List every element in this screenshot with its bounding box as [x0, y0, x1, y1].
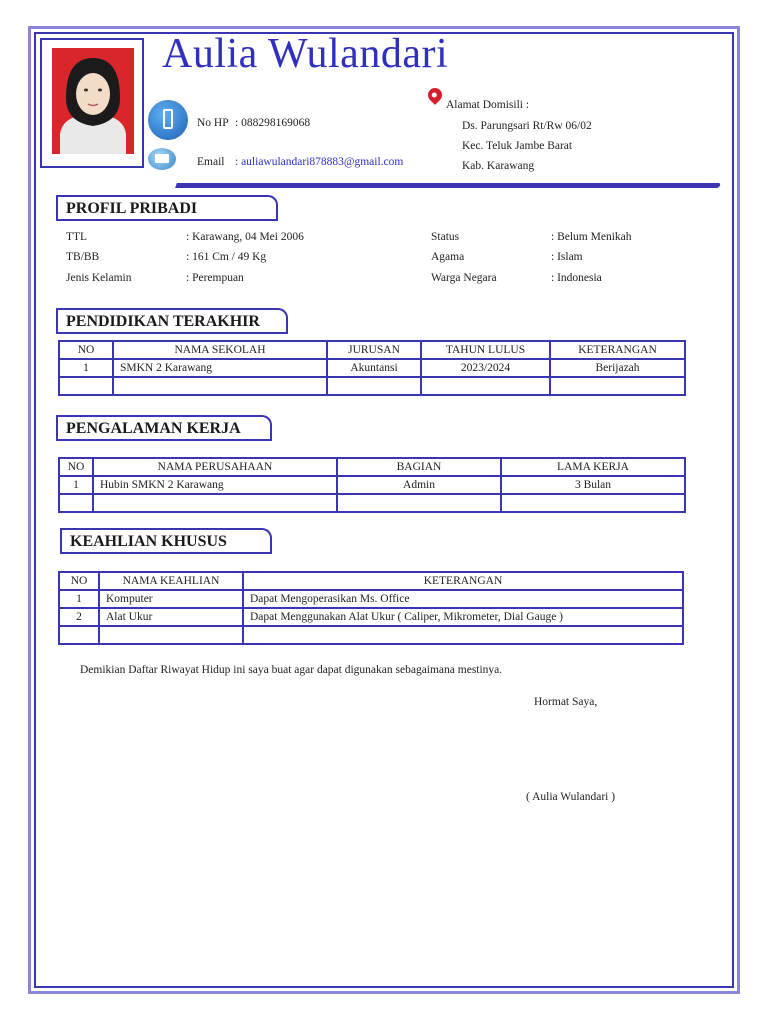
- email-label: Email: [197, 156, 225, 168]
- address-line-1: Ds. Parungsari Rt/Rw 06/02: [462, 120, 592, 132]
- header-divider: [175, 183, 721, 188]
- profil-label-tbbb: TB/BB: [66, 251, 100, 263]
- section-title-profil: PROFIL PRIBADI: [56, 195, 278, 221]
- profil-label-gender: Jenis Kelamin: [66, 272, 132, 284]
- profil-label-agama: Agama: [431, 251, 465, 263]
- section-title-pendidikan: PENDIDIKAN TERAKHIR: [56, 308, 288, 334]
- table-row: [59, 359, 685, 377]
- table-header-cell: NAMA KEAHLIAN: [99, 572, 243, 590]
- table-cell: Admin: [337, 476, 501, 494]
- table-header-cell: JURUSAN: [327, 341, 421, 359]
- table-row: [59, 608, 683, 626]
- table-header-cell: NO: [59, 458, 93, 476]
- address-line-2: Kec. Teluk Jambe Barat: [462, 140, 573, 152]
- profile-photo-frame: [40, 38, 144, 168]
- table-header-cell: LAMA KERJA: [501, 458, 685, 476]
- table-cell: 1: [59, 359, 113, 377]
- table-cell: Dapat Menggunakan Alat Ukur ( Caliper, Mikrometer, Dial Gauge ): [243, 608, 683, 626]
- table-header-cell: NO: [59, 572, 99, 590]
- address-label: Alamat Domisili :: [446, 99, 530, 111]
- skills-table: [58, 571, 684, 645]
- experience-table: [58, 457, 686, 513]
- profil-label-warga: Warga Negara: [431, 272, 497, 284]
- table-header-cell: NAMA SEKOLAH: [113, 341, 327, 359]
- phone-label: No HP: [197, 117, 229, 129]
- profil-value-tbbb: : 161 Cm / 49 Kg: [186, 251, 267, 263]
- profil-label-ttl: TTL: [66, 231, 88, 243]
- profil-value-agama: : Islam: [551, 251, 583, 263]
- profil-value-ttl: : Karawang, 04 Mei 2006: [186, 231, 304, 243]
- phone-value: : 088298169068: [235, 117, 311, 129]
- education-table: [58, 340, 686, 396]
- profil-value-warga: : Indonesia: [551, 272, 602, 284]
- table-cell: Alat Ukur: [99, 608, 243, 626]
- profil-label-status: Status: [431, 231, 460, 243]
- table-row: [59, 590, 683, 608]
- table-cell: 3 Bulan: [501, 476, 685, 494]
- closing-statement: Demikian Daftar Riwayat Hidup ini saya buat agar dapat digunakan sebagaimana mestinya.: [80, 664, 503, 676]
- table-row: [59, 476, 685, 494]
- table-cell: Dapat Mengoperasikan Ms. Office: [243, 590, 683, 608]
- phone-icon: [148, 100, 188, 140]
- table-cell: Hubin SMKN 2 Karawang: [93, 476, 337, 494]
- profile-photo: [52, 48, 134, 154]
- table-header-cell: NAMA PERUSAHAAN: [93, 458, 337, 476]
- table-cell: 1: [59, 476, 93, 494]
- closing-regards: Hormat Saya,: [534, 696, 598, 708]
- table-cell: 2023/2024: [421, 359, 550, 377]
- address-line-3: Kab. Karawang: [462, 160, 535, 172]
- candidate-name: Aulia Wulandari: [162, 31, 449, 77]
- section-title-pengalaman: PENGALAMAN KERJA: [56, 415, 272, 441]
- table-header-row: [59, 341, 685, 359]
- table-cell: 1: [59, 590, 99, 608]
- table-header-cell: BAGIAN: [337, 458, 501, 476]
- signature-name: ( Aulia Wulandari ): [526, 791, 616, 803]
- table-row-empty: [59, 377, 685, 395]
- profil-value-status: : Belum Menikah: [551, 231, 632, 243]
- section-title-keahlian: KEAHLIAN KHUSUS: [60, 528, 272, 554]
- table-cell: Akuntansi: [327, 359, 421, 377]
- table-header-row: [59, 458, 685, 476]
- table-header-cell: NO: [59, 341, 113, 359]
- table-row-empty: [59, 494, 685, 512]
- profil-value-gender: : Perempuan: [186, 272, 244, 284]
- table-cell: SMKN 2 Karawang: [113, 359, 327, 377]
- table-row-empty: [59, 626, 683, 644]
- table-cell: Berijazah: [550, 359, 685, 377]
- email-icon: [148, 148, 176, 170]
- table-header-cell: KETERANGAN: [550, 341, 685, 359]
- person-photo-illustration: [52, 48, 134, 154]
- table-header-cell: TAHUN LULUS: [421, 341, 550, 359]
- table-header-row: [59, 572, 683, 590]
- table-cell: Komputer: [99, 590, 243, 608]
- table-cell: 2: [59, 608, 99, 626]
- email-value: : auliawulandari878883@gmail.com: [235, 156, 404, 168]
- table-header-cell: KETERANGAN: [243, 572, 683, 590]
